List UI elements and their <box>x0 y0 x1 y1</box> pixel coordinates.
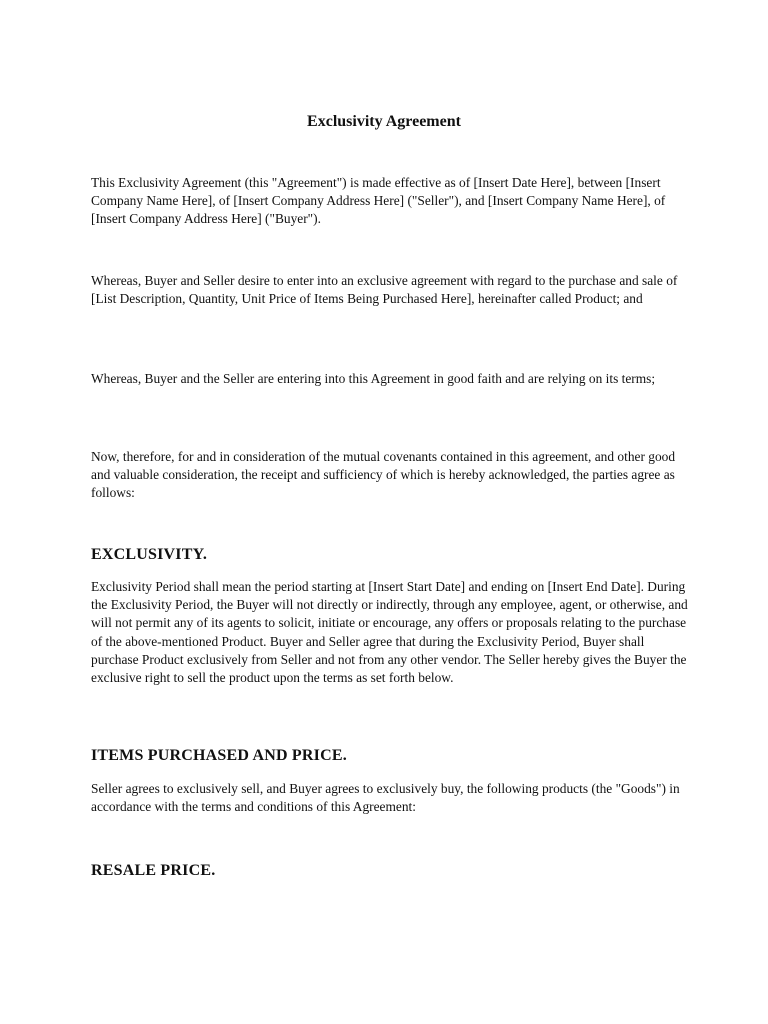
document-title: Exclusivity Agreement <box>307 113 461 130</box>
section-body-exclusivity: Exclusivity Period shall mean the period starting at [Insert Start Date] and ending on [Insert End Date]. During the Exclusivity Period, the Buyer will not directly or indirectly, through any employee, agent, or otherwise, and will not permit any of its agents to solicit, initiate or encourage, any offers or proposals relating to the purchase of the above-mentioned Product. Buyer and Seller agree that during the Exclusivity Period, Buyer shall purchase Product exclusively from Seller and not from any other vendor. The Seller hereby gives the Buyer the exclusive right to sell the product upon the terms as set forth below. <box>91 579 688 686</box>
section-heading-exclusivity: EXCLUSIVITY. <box>91 546 208 563</box>
whereas-paragraph-1: Whereas, Buyer and Seller desire to enter into an exclusive agreement with regard to the purchase and sale of [List Description, Quantity, Unit Price of Items Being Purchased Here], hereinafter called Product; and <box>91 273 678 307</box>
section-heading-items-purchased: ITEMS PURCHASED AND PRICE. <box>91 747 347 764</box>
now-therefore-paragraph: Now, therefore, for and in consideration of the mutual covenants contained in this agreement, and other good and valuable consideration, the receipt and sufficiency of which is hereby acknowledged, the parties agree as follows: <box>91 449 676 501</box>
section-heading-resale-price: RESALE PRICE. <box>91 862 216 879</box>
section-body-items-purchased: Seller agrees to exclusively sell, and Buyer agrees to exclusively buy, the following products (the "Goods") in accordance with the terms and conditions of this Agreement: <box>91 781 680 815</box>
whereas-paragraph-2: Whereas, Buyer and the Seller are entering into this Agreement in good faith and are relying on its terms; <box>91 371 656 386</box>
intro-paragraph: This Exclusivity Agreement (this "Agreement") is made effective as of [Insert Date Here], between [Insert Company Name Here], of [Insert Company Address Here] ("Seller"), and [Insert Company Name Here], of [Insert Company Address Here] ("Buyer"). <box>91 175 666 227</box>
